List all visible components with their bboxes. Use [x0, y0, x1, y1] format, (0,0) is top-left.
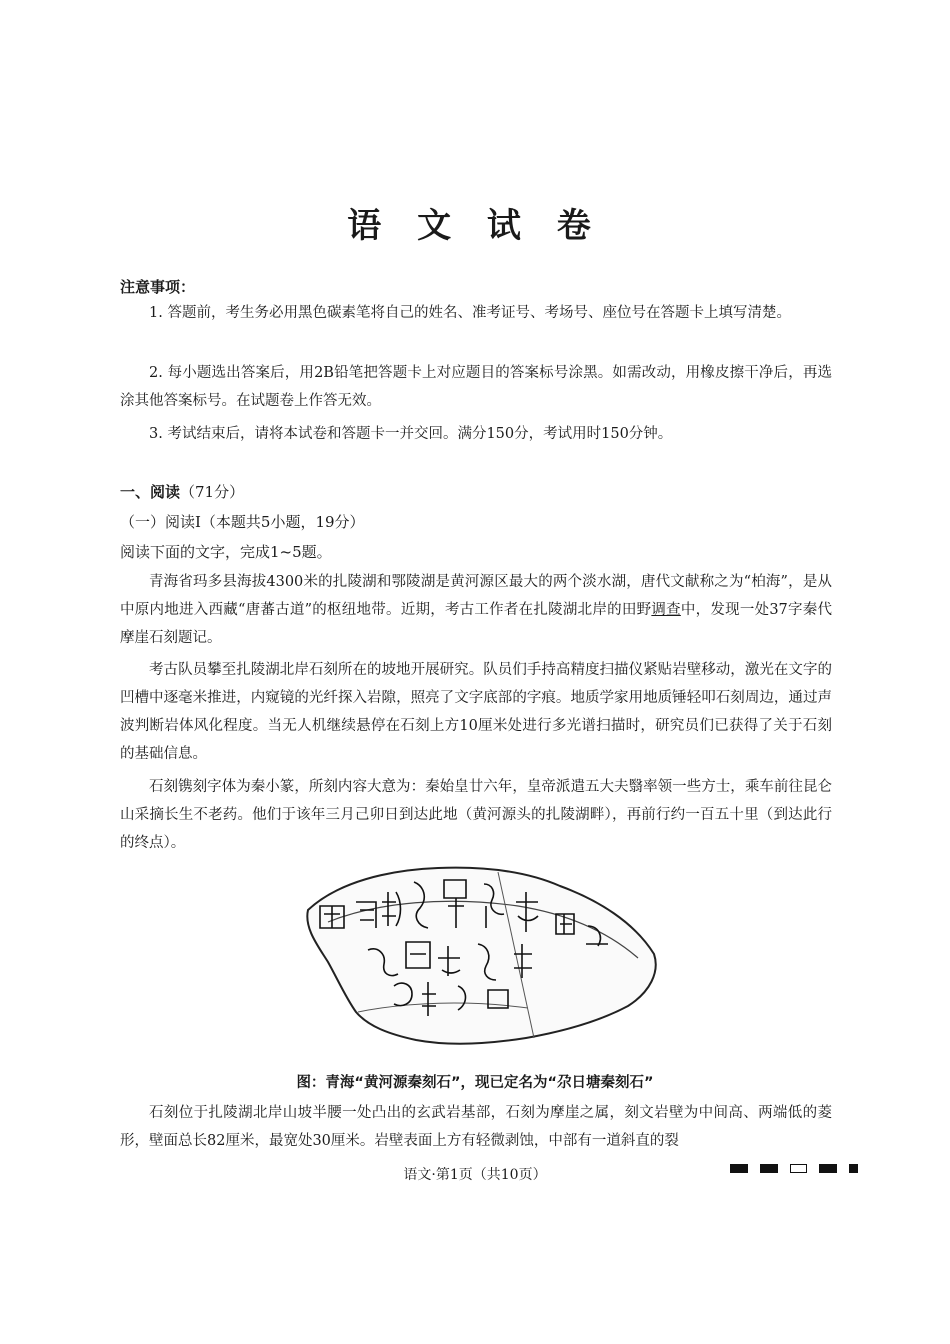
- instruction: 阅读下面的文字，完成1~5题。: [120, 543, 332, 561]
- page-title: 语 文 试 卷: [347, 206, 603, 246]
- passage-p1-text: 青海省玛多县海拔4300米的扎陵湖和鄂陵湖是黄河源区最大的两个淡水湖，唐代文献称之为“柏海”，是从中原内地进入西藏“唐蕃古道”的枢纽地带。近期，考古工作者在扎陵湖北岸的田野: [120, 574, 832, 618]
- passage-paragraph-2: 考古队员攀至扎陵湖北岸石刻所在的坡地开展研究。队员们手持高精度扫描仪紧贴岩壁移动，激光在文字的凹槽中逐毫米推进，内窥镜的光纤探入岩隙，照亮了文字底部的字痕。地质学家用地质锤轻叩石刻周边，通过声波判断岩体风化程度。当无人机继续悬停在石刻上方10厘米处进行多光谱扫描时，研究员们已获得了关于石刻的基础信息。: [120, 662, 832, 762]
- registration-mark: [760, 1164, 778, 1173]
- notes-heading: 注意事项：: [120, 278, 196, 296]
- stone-inscription-drawing: [298, 862, 662, 1050]
- section-score: （71分）: [180, 483, 245, 501]
- passage-paragraph-3: 石刻镌刻字体为秦小篆，所刻内容大意为：秦始皇廿六年，皇帝派遣五大夫翳率领一些方士，乘车前往昆仑山采摘长生不老药。他们于该年三月己卯日到达此地（黄河源头的扎陵湖畔），再前行约一百五十里（到达此行的终点）。: [120, 779, 832, 851]
- figure-caption: 图：青海“黄河源秦刻石”，现已定名为“尕日塘秦刻石”: [296, 1075, 654, 1091]
- page-footer: 语文·第1页（共10页）: [403, 1167, 547, 1183]
- section-heading: [120, 478, 244, 506]
- note-item-2: 2. 每小题选出答案后，用2B铅笔把答题卡上对应题目的答案标号涂黑。如需改动，用橡皮擦干净后，再选涂其他答案标号。在试题卷上作答无效。: [120, 365, 832, 409]
- registration-mark: [730, 1164, 748, 1173]
- section-title: 一、阅读: [120, 483, 181, 501]
- passage-paragraph-1: [120, 568, 832, 652]
- note-item-3: 3. 考试结束后，请将本试卷和答题卡一并交回。满分150分，考试用时150分钟。: [149, 426, 673, 442]
- answer-sheet-marks: [730, 1164, 858, 1173]
- note-item-1: 1. 答题前，考生务必用黑色碳素笔将自己的姓名、准考证号、考场号、座位号在答题卡上填写清楚。: [149, 305, 791, 321]
- registration-mark: [849, 1164, 858, 1173]
- registration-mark-hollow: [790, 1164, 807, 1173]
- subsection-heading: （一）阅读Ⅰ（本题共5小题，19分）: [120, 513, 365, 531]
- underlined-word: 调查: [651, 602, 681, 618]
- passage-paragraph-4: 石刻位于扎陵湖北岸山坡半腰一处凸出的玄武岩基部，石刻为摩崖之属，刻文岩壁为中间高、两端低的菱形，壁面总长82厘米，最宽处30厘米。岩壁表面上方有轻微剥蚀，中部有一道斜直的裂: [120, 1105, 832, 1149]
- registration-mark: [819, 1164, 837, 1173]
- passage-p1-text-end: 中，发现一处37字秦代摩崖石刻题记。: [120, 602, 833, 646]
- stone-inscription-figure: [298, 862, 662, 1050]
